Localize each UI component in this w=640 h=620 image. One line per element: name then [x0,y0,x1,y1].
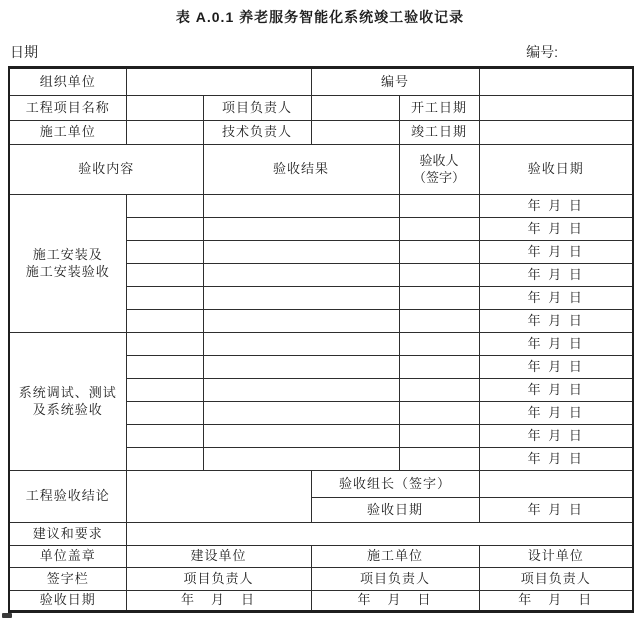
acceptance-item-value[interactable] [126,333,203,356]
conclusion-value[interactable] [126,471,311,523]
acceptance-item-value[interactable] [126,195,203,218]
org-unit-value[interactable] [126,68,311,96]
acceptance-item-value[interactable] [126,218,203,241]
footer-date-label: 验收日期 [9,591,126,612]
header-signer-line2: （签字） [413,169,466,185]
construction-date-cell[interactable]: 年 月 日 [311,591,479,612]
section2-label-line2: 及系统验收 [32,401,103,417]
acceptance-record-table [8,66,634,613]
signature-label: 签字栏 [9,568,126,591]
acceptance-date-value[interactable]: 年 月 日 [479,379,633,402]
project-row [9,96,633,121]
stamp-label: 单位盖章 [9,546,126,568]
signature-row [9,568,633,591]
acceptance-signer-value[interactable] [399,356,479,379]
design-leader-cell[interactable]: 项目负责人 [479,568,633,591]
conclusion-leader-label: 验收组长（签字） [311,471,479,498]
acceptance-date-value[interactable]: 年 月 日 [479,195,633,218]
acceptance-signer-value[interactable] [399,333,479,356]
stamp-row [9,546,633,568]
acceptance-row [9,195,633,218]
acceptance-item-value[interactable] [126,264,203,287]
project-name-value[interactable] [126,96,203,121]
date-label: 日期 [10,44,38,60]
suggestions-label: 建议和要求 [9,523,126,546]
header-signer [399,145,479,195]
acceptance-item-value[interactable] [126,379,203,402]
project-name-label: 工程项目名称 [9,96,126,121]
conclusion-label: 工程验收结论 [9,471,126,523]
start-date-value[interactable] [479,96,633,121]
acceptance-item-value[interactable] [126,241,203,264]
section1-label-line1: 施工安装及 [32,247,103,263]
completion-date-value[interactable] [479,121,633,145]
acceptance-item-value[interactable] [126,425,203,448]
section1-label [9,195,126,333]
acceptance-result-value[interactable] [203,287,399,310]
conclusion-row-1 [9,471,633,498]
acceptance-signer-value[interactable] [399,195,479,218]
conclusion-date-value[interactable]: 年 月 日 [479,498,633,523]
acceptance-result-value[interactable] [203,264,399,287]
acceptance-date-value[interactable]: 年 月 日 [479,402,633,425]
technical-leader-value[interactable] [311,121,399,145]
section1-label-line2: 施工安装验收 [25,263,110,279]
acceptance-date-value[interactable]: 年 月 日 [479,264,633,287]
org-unit-label: 组织单位 [9,68,126,96]
build-leader-cell[interactable]: 项目负责人 [126,568,311,591]
project-leader-label: 项目负责人 [203,96,311,121]
unit-build-label: 建设单位 [126,546,311,568]
conclusion-date-label: 验收日期 [311,498,479,523]
header-content: 验收内容 [9,145,203,195]
scan-artifact [2,613,12,618]
section2-label [9,333,126,471]
acceptance-result-value[interactable] [203,425,399,448]
acceptance-signer-value[interactable] [399,425,479,448]
acceptance-item-value[interactable] [126,287,203,310]
page-title: 表 A.0.1 养老服务智能化系统竣工验收记录 [175,9,465,25]
acceptance-date-value[interactable]: 年 月 日 [479,425,633,448]
acceptance-result-value[interactable] [203,241,399,264]
serial-value[interactable] [479,68,633,96]
acceptance-result-value[interactable] [203,379,399,402]
acceptance-date-value[interactable]: 年 月 日 [479,287,633,310]
acceptance-result-value[interactable] [203,402,399,425]
acceptance-item-value[interactable] [126,402,203,425]
unit-design-label: 设计单位 [479,546,633,568]
acceptance-item-value[interactable] [126,356,203,379]
header-result: 验收结果 [203,145,399,195]
acceptance-signer-value[interactable] [399,264,479,287]
conclusion-leader-value[interactable] [479,471,633,498]
acceptance-item-value[interactable] [126,310,203,333]
acceptance-signer-value[interactable] [399,402,479,425]
construction-unit-label: 施工单位 [9,121,126,145]
build-date-cell[interactable]: 年 月 日 [126,591,311,612]
acceptance-signer-value[interactable] [399,379,479,402]
suggestions-value[interactable] [126,523,633,546]
acceptance-date-value[interactable]: 年 月 日 [479,218,633,241]
project-leader-value[interactable] [311,96,399,121]
org-unit-row [9,68,633,96]
acceptance-signer-value[interactable] [399,448,479,471]
acceptance-result-value[interactable] [203,195,399,218]
design-date-cell[interactable]: 年 月 日 [479,591,633,612]
completion-date-label: 竣工日期 [399,121,479,145]
acceptance-date-value[interactable]: 年 月 日 [479,310,633,333]
acceptance-date-value[interactable]: 年 月 日 [479,241,633,264]
acceptance-date-value[interactable]: 年 月 日 [479,333,633,356]
acceptance-row [9,333,633,356]
meta-line [10,44,630,62]
serial-label: 编号 [311,68,479,96]
acceptance-header-row [9,145,633,195]
suggestions-row [9,523,633,546]
acceptance-signer-value[interactable] [399,287,479,310]
construction-unit-value[interactable] [126,121,203,145]
footer-date-row [9,591,633,612]
acceptance-signer-value[interactable] [399,310,479,333]
technical-leader-label: 技术负责人 [203,121,311,145]
construction-leader-cell[interactable]: 项目负责人 [311,568,479,591]
acceptance-result-value[interactable] [203,356,399,379]
acceptance-result-value[interactable] [203,218,399,241]
acceptance-date-value[interactable]: 年 月 日 [479,448,633,471]
acceptance-result-value[interactable] [203,333,399,356]
acceptance-date-value[interactable]: 年 月 日 [479,356,633,379]
unit-construction-label: 施工单位 [311,546,479,568]
acceptance-signer-value[interactable] [399,241,479,264]
acceptance-result-value[interactable] [203,310,399,333]
acceptance-signer-value[interactable] [399,218,479,241]
number-label: 编号: [526,44,558,60]
acceptance-result-value[interactable] [203,448,399,471]
header-date: 验收日期 [479,145,633,195]
section2-label-line1: 系统调试、测试 [18,385,117,401]
construction-unit-row [9,121,633,145]
start-date-label: 开工日期 [399,96,479,121]
header-signer-line1: 验收人 [419,153,459,169]
acceptance-item-value[interactable] [126,448,203,471]
